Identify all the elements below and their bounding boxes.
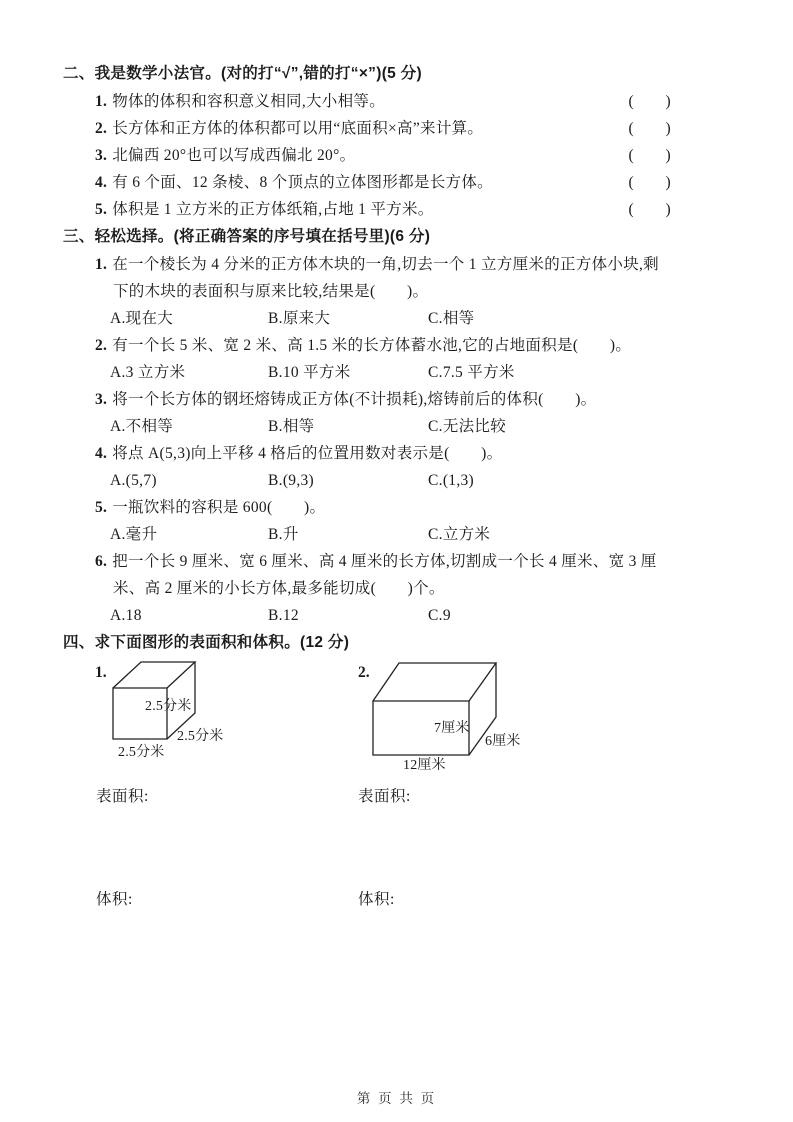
choice-options-4	[110, 467, 671, 494]
option-c[interactable]: C.立方米	[428, 526, 491, 543]
judge-item-text: 5. 体积是 1 立方米的正方体纸箱,占地 1 平方米。	[95, 201, 434, 218]
option-a[interactable]: A.不相等	[110, 418, 174, 435]
choice-question-5: 5. 一瓶饮料的容积是 600( )。	[95, 499, 326, 516]
option-c[interactable]: C.无法比较	[428, 418, 507, 435]
judge-item-1	[95, 88, 671, 115]
option-b[interactable]: B.升	[268, 526, 299, 543]
option-b[interactable]: B.12	[268, 607, 299, 624]
option-a[interactable]: A.3 立方米	[110, 364, 186, 381]
item-number: 3.	[95, 147, 108, 164]
option-c[interactable]: C.相等	[428, 310, 475, 327]
judge-item-4	[95, 169, 671, 196]
judge-item-2	[95, 115, 671, 142]
answer-brackets[interactable]: ( )	[628, 174, 671, 191]
figures-row	[63, 661, 671, 773]
cube-width-label: 2.5分米	[118, 745, 165, 760]
item-number: 3.	[95, 391, 108, 408]
item-number: 4.	[95, 174, 108, 191]
item-number: 4.	[95, 445, 108, 462]
surface-area-label-1: 表面积:	[96, 788, 149, 805]
item-number: 2.	[95, 337, 108, 354]
surface-area-row	[63, 787, 671, 807]
cube-height-label: 2.5分米	[145, 699, 192, 714]
section-judge	[63, 60, 671, 223]
choice-options-1	[110, 305, 671, 332]
cube-figure	[95, 661, 255, 764]
item-number: 5.	[95, 499, 108, 516]
item-number: 1.	[95, 93, 108, 110]
option-c[interactable]: C.(1,3)	[428, 472, 475, 489]
choice-question-1: 1. 在一个棱长为 4 分米的正方体木块的一角,切去一个 1 立方厘米的正方体小块,剩下的木块的表面积与原来比较,结果是( )。	[95, 256, 659, 300]
option-a[interactable]: A.毫升	[110, 526, 158, 543]
option-b[interactable]: B.相等	[268, 418, 315, 435]
item-number: 6.	[95, 553, 108, 570]
choice-options-6	[110, 602, 671, 629]
cuboid-width-label: 12厘米	[403, 758, 446, 773]
option-a[interactable]: A.(5,7)	[110, 472, 157, 489]
option-c[interactable]: C.9	[428, 607, 451, 624]
cuboid-height-label: 7厘米	[434, 721, 470, 736]
section-judge-title: 二、我是数学小法官。(对的打“√”,错的打“×”)(5 分)	[63, 65, 422, 82]
choice-question-2: 2. 有一个长 5 米、宽 2 米、高 1.5 米的长方体蓄水池,它的占地面积是( )。	[95, 337, 632, 354]
answer-brackets[interactable]: ( )	[628, 120, 671, 137]
answer-brackets[interactable]: ( )	[628, 93, 671, 110]
option-a[interactable]: A.18	[110, 607, 142, 624]
volume-row	[63, 890, 671, 910]
section-choice	[63, 223, 671, 629]
answer-brackets[interactable]: ( )	[628, 201, 671, 218]
option-b[interactable]: B.10 平方米	[268, 364, 351, 381]
figure-number: 1.	[95, 664, 107, 681]
choice-options-2	[110, 359, 671, 386]
item-number: 2.	[95, 120, 108, 137]
choice-question-6: 6. 把一个长 9 厘米、宽 6 厘米、高 4 厘米的长方体,切割成一个长 4 厘米、宽 3 厘米、高 2 厘米的小长方体,最多能切成( )个。	[95, 553, 657, 597]
judge-item-3	[95, 142, 671, 169]
section-figures-title: 四、求下面图形的表面积和体积。(12 分)	[63, 634, 350, 651]
option-c[interactable]: C.7.5 平方米	[428, 364, 515, 381]
judge-item-text: 4. 有 6 个面、12 条棱、8 个顶点的立体图形都是长方体。	[95, 174, 493, 191]
cuboid-figure	[358, 661, 548, 773]
cube-depth-label: 2.5分米	[177, 729, 224, 744]
page-footer: 第 页 共 页	[356, 1091, 437, 1106]
judge-item-5	[95, 196, 671, 223]
surface-area-label-2: 表面积:	[358, 788, 411, 805]
judge-item-text: 1. 物体的体积和容积意义相同,大小相等。	[95, 93, 386, 110]
answer-brackets[interactable]: ( )	[628, 147, 671, 164]
judge-item-text: 2. 长方体和正方体的体积都可以用“底面积×高”来计算。	[95, 120, 484, 137]
choice-question-4: 4. 将点 A(5,3)向上平移 4 格后的位置用数对表示是( )。	[95, 445, 503, 462]
option-b[interactable]: B.原来大	[268, 310, 331, 327]
volume-label-1: 体积:	[96, 891, 133, 908]
figure-number: 2.	[358, 664, 370, 681]
volume-label-2: 体积:	[358, 891, 395, 908]
choice-question-3: 3. 将一个长方体的钢坯熔铸成正方体(不计损耗),熔铸前后的体积( )。	[95, 391, 597, 408]
choice-options-3	[110, 413, 671, 440]
cuboid-depth-label: 6厘米	[485, 734, 521, 749]
item-number: 5.	[95, 201, 108, 218]
judge-item-text: 3. 北偏西 20°也可以写成西偏北 20°。	[95, 147, 356, 164]
option-b[interactable]: B.(9,3)	[268, 472, 315, 489]
item-number: 1.	[95, 256, 108, 273]
choice-options-5	[110, 521, 671, 548]
section-figures	[63, 629, 671, 910]
section-choice-title: 三、轻松选择。(将正确答案的序号填在括号里)(6 分)	[63, 228, 431, 245]
option-a[interactable]: A.现在大	[110, 310, 174, 327]
